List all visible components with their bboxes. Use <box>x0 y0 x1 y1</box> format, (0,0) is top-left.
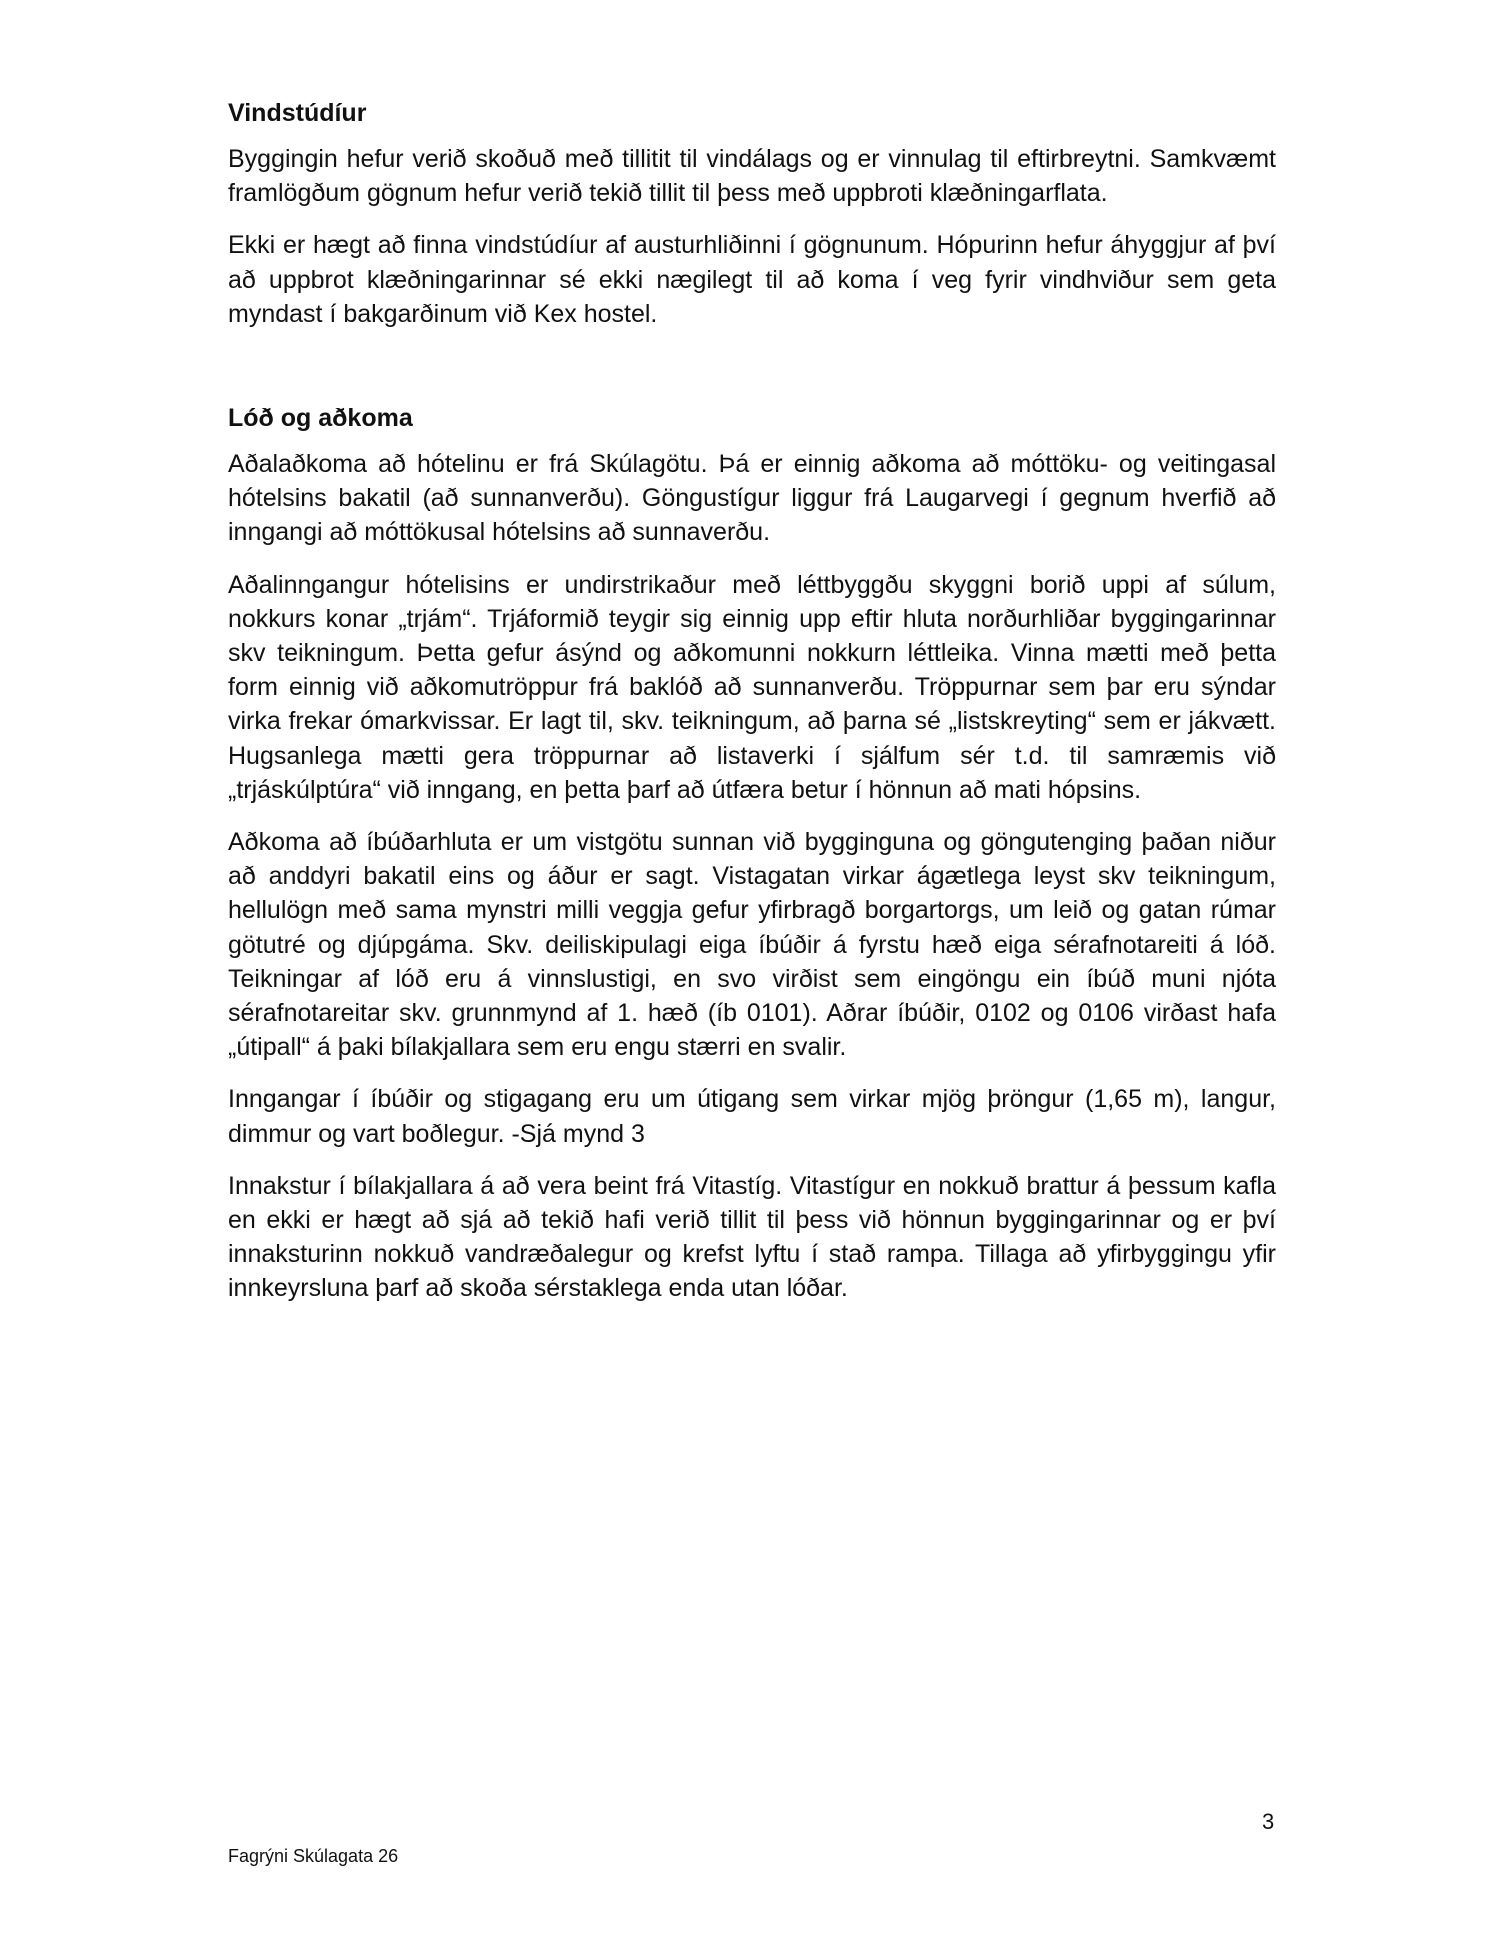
page-number: 3 <box>1262 1809 1275 1834</box>
section-spacer <box>228 349 1276 401</box>
page-footer: Fagrýni Skúlagata 26 <box>228 1846 399 1866</box>
paragraph: Aðalaðkoma að hótelinu er frá Skúlagötu. Þá er einnig aðkoma að móttöku- og veitingasal hótelsins bakatil (að sunnanverðu). Göngustígur liggur frá Laugarvegi í gegnum hverfið að inngangi að móttökusal hótelsins að sunnaverðu. <box>228 450 1276 547</box>
paragraph: Aðkoma að íbúðarhluta er um vistgötu sunnan við bygginguna og göngutenging þaðan niður að anddyri bakatil eins og áður er sagt. Vistagatan virkar ágætlega leyst skv teikningum, hellulögn með sama mynstri milli veggja gefur yfirbragð borgartorgs, um leið og gatan rúmar götutré og djúpgáma. Skv. deiliskipulagi eiga íbúðir á fyrstu hæð eiga sérafnotareiti á lóð. Teikningar af lóð eru á vinnslustigi, en svo virðist sem eingöngu ein íbúð muni njóta sérafnotareitar skv. grunnmynd af 1. hæð (íb 0101). Aðrar íbúðir, 0102 og 0106 virðast hafa „útipall“ á þaki bílakjallara sem eru engu stærri en svalir. <box>228 828 1276 1062</box>
paragraph: Innakstur í bílakjallara á að vera beint frá Vitastíg. Vitastígur en nokkuð brattur á þessum kafla en ekki er hægt að sjá að tekið hafi verið tillit til þess við hönnun byggingarinnar og er því innaksturinn nokkuð vandræðalegur og krefst lyftu í stað rampa. Tillaga að yfirbyggingu yfir innkeyrsluna þarf að skoða sérstaklega enda utan lóðar. <box>228 1171 1276 1303</box>
document-body <box>228 96 1276 1324</box>
paragraph: Byggingin hefur verið skoðuð með tillitit til vindálags og er vinnulag til eftirbreytni. Samkvæmt framlögðum gögnum hefur verið tekið tillit til þess með uppbroti klæðningarflata. <box>228 145 1276 208</box>
section-vindstudiur <box>228 96 1276 331</box>
paragraph: Aðalinngangur hótelisins er undirstrikaður með léttbyggðu skyggni borið uppi af súlum, nokkurs konar „trjám“. Trjáformið teygir sig einnig upp eftir hluta norðurhliðar byggingarinnar skv teikningum. Þetta gefur ásýnd og aðkomunni nokkurn léttleika. Vinna mætti með þetta form einnig við aðkomutröppur frá baklóð að sunnanverðu. Tröppurnar sem þar eru sýndar virka frekar ómarkvissar. Er lagt til, skv. teikningum, að þarna sé „listskreyting“ sem er jákvætt. Hugsanlega mætti gera tröppurnar að listaverki í sjálfum sér t.d. til samræmis við „trjáskúlptúra“ við inngang, en þetta þarf að útfæra betur í hönnun að mati hópsins. <box>228 570 1276 804</box>
paragraph: Ekki er hægt að finna vindstúdíur af austurhliðinni í gögnunum. Hópurinn hefur áhyggjur af því að uppbrot klæðningarinnar sé ekki nægilegt til að koma í veg fyrir vindhviður sem geta myndast í bakgarðinum við Kex hostel. <box>228 231 1276 328</box>
paragraph: Inngangar í íbúðir og stigagang eru um útigang sem virkar mjög þröngur (1,65 m), langur, dimmur og vart boðlegur. -Sjá mynd 3 <box>228 1085 1276 1148</box>
section-lod-og-adkoma <box>228 401 1276 1306</box>
section-heading: Vindstúdíur <box>228 99 367 127</box>
section-heading: Lóð og aðkoma <box>228 404 413 433</box>
